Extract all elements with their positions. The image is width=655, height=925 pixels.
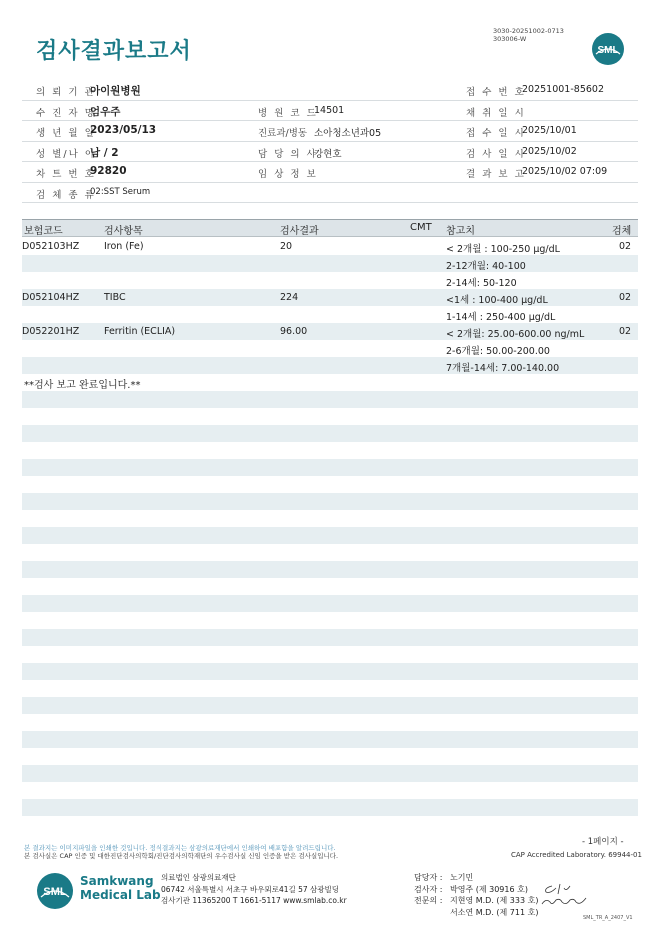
form-code: SML_TR_A_2407_V1 xyxy=(583,915,633,921)
cap-notice: 본 검사실은 CAP 인증 및 대한진단검사의학회/진단검사의학재단의 우수검사실 신임 인증을 받은 검사실입니다. xyxy=(24,852,339,860)
dob-label: 생 년 월 일 xyxy=(36,128,96,139)
hospital-code-label: 병 원 코 드 xyxy=(258,107,318,119)
sml-lab-logo-icon xyxy=(36,872,74,910)
row-item: Ferritin (ECLIA) xyxy=(104,326,176,337)
dept-label: 진료과/병동 xyxy=(258,128,308,139)
receipt-date-value: 2025/10/01 xyxy=(522,125,577,136)
row-code: D052104HZ xyxy=(22,292,80,303)
request-org-value: 아이원병원 xyxy=(90,85,141,97)
doctor-value: 강현호 xyxy=(314,148,342,160)
sex-age-value: 남 / 2 xyxy=(90,146,119,159)
hospital-code-value: 14501 xyxy=(314,104,345,116)
sex-age-label: 성 별/나 이 xyxy=(36,148,96,160)
header-reference: 참고치 xyxy=(446,226,475,237)
staff-list xyxy=(414,872,538,918)
row-reference-line: <1세 : 100-400 μg/dL xyxy=(446,295,548,306)
patient-info-table xyxy=(22,80,638,203)
dob-value: 2023/05/13 xyxy=(90,124,157,136)
row-item: Iron (Fe) xyxy=(104,241,144,252)
dept-value: 소아청소년과05 xyxy=(314,128,382,139)
document-id-2: 303006-W xyxy=(493,35,527,43)
patient-value: 엄우주 xyxy=(90,105,121,118)
chart-no-value: 92820 xyxy=(90,165,127,177)
receipt-no-value: 20251001-85602 xyxy=(522,84,605,95)
report-date-label: 결 과 보 고 xyxy=(466,169,526,180)
row-reference-line: 2-12개월: 40-100 xyxy=(446,261,526,272)
page-number: - 1페이지 - xyxy=(582,837,624,847)
doctor-label: 담 당 의 사 xyxy=(258,148,318,160)
specimen-label: 검 체 종 류 xyxy=(36,189,96,201)
staff-row: 서소연 M.D. (제 711 호) xyxy=(450,907,539,917)
row-result: 224 xyxy=(280,292,299,303)
results-header xyxy=(22,219,638,237)
row-reference-line: 2-6개월: 50.00-200.00 xyxy=(446,346,550,357)
row-reference-line: 2-14세: 50-120 xyxy=(446,278,517,289)
row-reference-line: < 2개월: 25.00-600.00 ng/mL xyxy=(446,329,585,340)
document-ids xyxy=(493,27,564,43)
test-date-value: 2025/10/02 xyxy=(522,145,577,157)
row-band xyxy=(22,799,638,816)
row-code: D052201HZ xyxy=(22,326,80,337)
row-reference-line: 7개월-14세: 7.00-140.00 xyxy=(446,363,560,374)
lab-name-line1: Samkwang xyxy=(80,874,154,888)
signature-image xyxy=(536,878,592,912)
row-band xyxy=(22,765,638,782)
chart-no-label: 차 트 번 호 xyxy=(36,169,96,180)
report-date-value: 2025/10/02 07:09 xyxy=(522,166,608,177)
row-band xyxy=(22,595,638,612)
row-result: 96.00 xyxy=(280,326,308,337)
row-item: TIBC xyxy=(104,292,126,303)
document-id-1: 3030-20251002-0713 xyxy=(493,27,564,35)
row-band xyxy=(22,255,638,272)
header-item: 검사항목 xyxy=(104,226,143,237)
staff-row: 검사자 : 박영주 (제 30916 호) xyxy=(414,884,528,894)
patient-label: 수 진 자 명 xyxy=(36,107,96,119)
info-row-5 xyxy=(22,162,638,183)
info-row-3 xyxy=(22,121,638,142)
report-complete-text: **검사 보고 완료입니다.** xyxy=(24,380,141,391)
header-cmt: CMT xyxy=(410,222,432,233)
request-org-label: 의 뢰 기 관 xyxy=(36,87,96,98)
info-row-6 xyxy=(22,183,638,204)
staff-row: 전문의 : 지현영 M.D. (제 333 호) xyxy=(414,896,539,905)
lab-name xyxy=(80,874,161,902)
receipt-no-label: 접 수 번 호 xyxy=(466,87,526,98)
cap-accreditation: CAP Accredited Laboratory. 69944-01 xyxy=(511,851,642,859)
lab-info xyxy=(161,872,347,907)
collect-date-label: 채 취 일 시 xyxy=(466,107,526,119)
row-reference-line: 1-14세 : 250-400 μg/dL xyxy=(446,312,556,323)
lab-info-line: 의료법인 삼광의료재단 xyxy=(161,873,236,882)
row-band xyxy=(22,731,638,748)
receipt-date-label: 접 수 일 시 xyxy=(466,128,526,139)
lab-name-line2: Medical Lab xyxy=(80,888,161,902)
row-specimen: 02 xyxy=(619,326,632,337)
info-row-4 xyxy=(22,142,638,163)
row-reference-line: < 2개월 : 100-250 μg/dL xyxy=(446,244,560,255)
row-band xyxy=(22,629,638,646)
sml-logo-icon xyxy=(591,32,625,66)
row-band xyxy=(22,697,638,714)
row-band xyxy=(22,527,638,544)
info-row-1 xyxy=(22,80,638,101)
image-notice: 본 결과지는 이미지파일을 인쇄한 것입니다. 정식결과지는 삼광의료재단에서 인쇄하여 배포함을 알려드립니다. xyxy=(24,844,336,852)
lab-info-line: 검사기관 11365200 T 1661-5117 www.smlab.co.kr xyxy=(161,896,347,905)
test-date-label: 검 사 일 시 xyxy=(466,148,526,160)
row-specimen: 02 xyxy=(619,241,632,252)
specimen-value: 02:SST Serum xyxy=(90,186,151,197)
row-band xyxy=(22,391,638,408)
report-title: 검사결과보고서 xyxy=(36,39,192,64)
row-specimen: 02 xyxy=(619,292,632,303)
row-result: 20 xyxy=(280,241,293,252)
row-band xyxy=(22,663,638,680)
clinical-label: 임 상 정 보 xyxy=(258,169,318,180)
row-band xyxy=(22,493,638,510)
svg-text:SML: SML xyxy=(43,886,67,898)
header-result: 검사결과 xyxy=(280,226,319,237)
row-code: D052103HZ xyxy=(22,241,80,252)
svg-text:SML: SML xyxy=(597,45,619,56)
info-row-2 xyxy=(22,101,638,122)
staff-row: 담당자 : 노기민 xyxy=(414,873,474,882)
header-specimen: 검체 xyxy=(612,226,632,237)
row-band xyxy=(22,561,638,578)
header-code: 보험코드 xyxy=(24,226,63,237)
lab-info-line: 06742 서울특별시 서초구 바우뫼로41길 57 삼광빌딩 xyxy=(161,884,340,894)
row-band xyxy=(22,425,638,442)
row-band xyxy=(22,459,638,476)
